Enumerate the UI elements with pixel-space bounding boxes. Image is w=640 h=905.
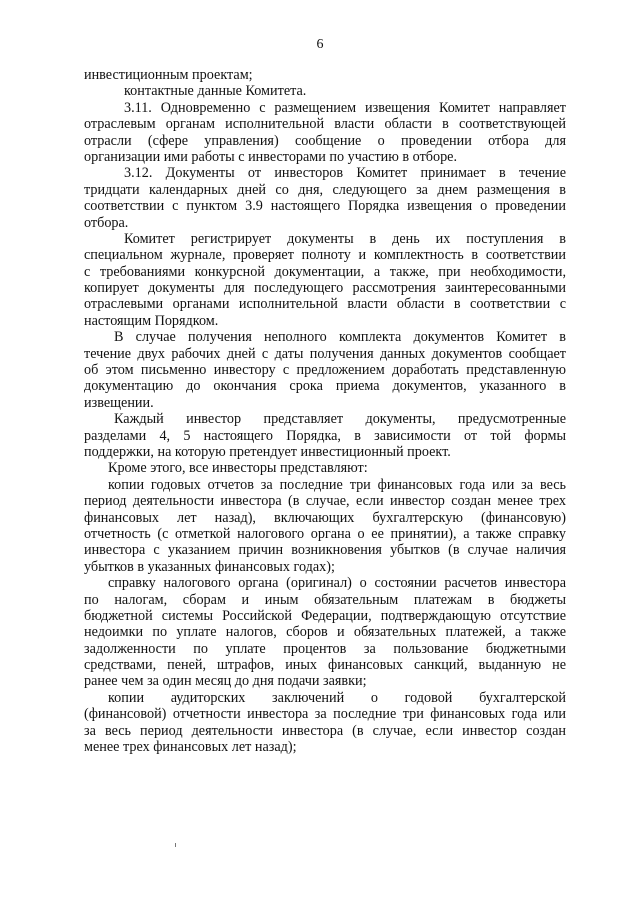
text-line: 3.11. Одновременно с размещением извещения Комитет направляет bbox=[124, 99, 566, 116]
text-line: поддержки, на которую претендует инвестиционный проект. bbox=[84, 443, 451, 460]
text-line: отбора. bbox=[84, 214, 129, 231]
text-line: с требованиями конкурсной документации, а также, при необходимости, bbox=[84, 263, 566, 280]
text-line: задолженности по уплате процентов за пользование бюджетными bbox=[84, 640, 566, 657]
text-line: копии аудиторских заключений о годовой бухгалтерской bbox=[108, 689, 566, 706]
text-line: Кроме этого, все инвесторы представляют: bbox=[108, 460, 368, 477]
text-line: Комитет регистрирует документы в день их поступления в bbox=[124, 230, 566, 247]
text-line: тридцати календарных дней со дня, следующего за днем размещения в bbox=[84, 181, 566, 198]
text-line: бюджетной системы Российской Федерации, подтверждающую отсутствие bbox=[84, 607, 566, 624]
text-line: менее трех финансовых лет назад); bbox=[84, 739, 297, 756]
text-line: ранее чем за один месяц до дня подачи заявки; bbox=[84, 673, 367, 690]
text-line: отраслевыми органами исполнительной власти области в соответствии с bbox=[84, 296, 566, 313]
scan-artifact bbox=[175, 843, 176, 847]
text-line: контактные данные Комитета. bbox=[124, 83, 307, 100]
text-line: недоимки по уплате налогов, сборов и обязательных платежей, а также bbox=[84, 624, 566, 641]
text-line: средствами, пеней, штрафов, иных финансовых санкций, выданную не bbox=[84, 657, 566, 674]
text-line: течение двух рабочих дней с даты получения данных документов сообщает bbox=[84, 345, 566, 362]
text-line: отчетность (с отметкой налогового органа о ее принятии), а также справку bbox=[84, 525, 566, 542]
text-line: за весь период деятельности инвестора (в случае, если инвестор создан bbox=[84, 722, 566, 739]
text-line: документацию до окончания срока приема документов, указанного в bbox=[84, 378, 566, 395]
document-body bbox=[84, 67, 566, 755]
text-line: инвестиционным проектам; bbox=[84, 67, 253, 83]
text-line: соответствии с пунктом 3.9 настоящего Порядка извещения о проведении bbox=[84, 198, 566, 215]
text-line: извещении. bbox=[84, 394, 154, 411]
text-line: 3.12. Документы от инвесторов Комитет принимает в течение bbox=[124, 165, 566, 182]
text-line: разделами 4, 5 настоящего Порядка, в зависимости от той формы bbox=[84, 427, 566, 444]
text-line: (финансовой) отчетности инвестора за последние три финансовых года или bbox=[84, 706, 566, 723]
text-line: специальном журнале, проверяет полноту и комплектность в соответствии bbox=[84, 247, 566, 264]
text-line: отрасли (сфере управления) сообщение о проведении отбора для bbox=[84, 132, 566, 149]
text-line: организации ими работы с инвесторами по участию в отборе. bbox=[84, 148, 458, 165]
text-line: Каждый инвестор представляет документы, предусмотренные bbox=[114, 411, 566, 428]
text-line: копии годовых отчетов за последние три финансовых года или за весь bbox=[108, 476, 566, 493]
text-line: отраслевым органам исполнительной власти области в соответствующей bbox=[84, 116, 566, 133]
text-line: В случае получения неполного комплекта документов Комитет в bbox=[114, 329, 566, 346]
text-line: инвестора с указанием причин возникновения убытков (в случае наличия bbox=[84, 542, 566, 559]
page-number: 6 bbox=[316, 37, 324, 52]
text-line: период деятельности инвестора (в случае, если инвестор создан менее трех bbox=[84, 493, 566, 510]
text-line: об этом письменно инвестору с предложением доработать представленную bbox=[84, 362, 566, 379]
text-line: убытков в указанных финансовых годах); bbox=[84, 558, 335, 575]
text-line: настоящим Порядком. bbox=[84, 312, 219, 329]
text-line: по налогам, сборам и иным обязательным платежам в бюджеты bbox=[84, 591, 566, 608]
text-line: справку налогового органа (оригинал) о состоянии расчетов инвестора bbox=[108, 575, 566, 592]
text-line: копирует документы для последующего рассмотрения заинтересованными bbox=[84, 280, 566, 297]
text-line: финансовых лет назад), включающих бухгалтерскую (финансовую) bbox=[84, 509, 566, 526]
